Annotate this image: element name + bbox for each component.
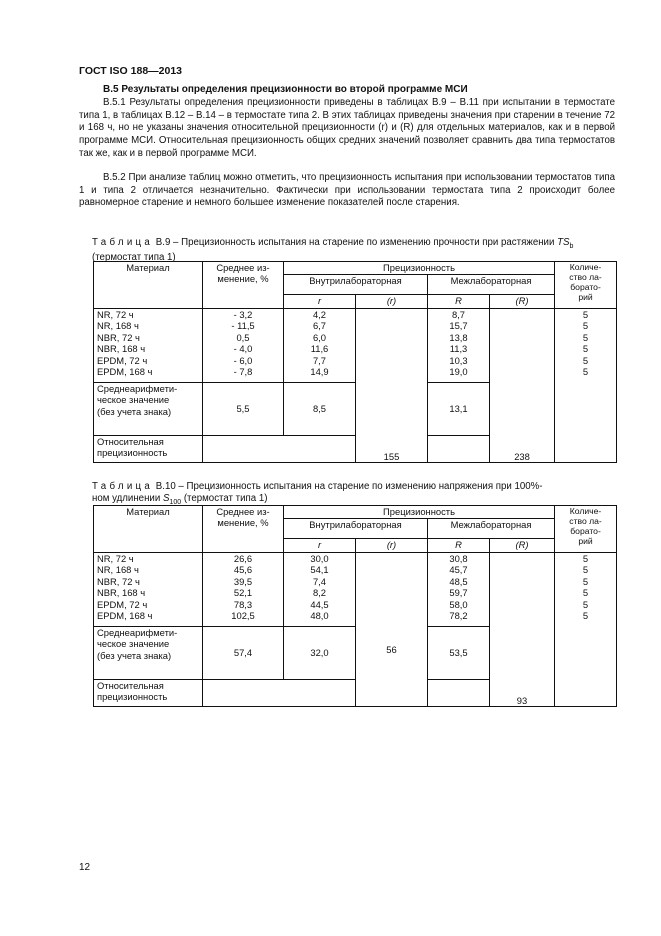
R-column (428, 309, 490, 383)
paragraph-b52 (79, 172, 615, 210)
r-cell: 30,0 (310, 553, 329, 564)
table-word: Таблица (92, 481, 154, 492)
labs-column (555, 309, 617, 463)
labs-cell: 5 (582, 309, 589, 320)
R-cell: 10,3 (449, 354, 468, 366)
relative-empty-cell (203, 436, 356, 463)
relative-R-rel: 238 (490, 436, 555, 463)
header-R-symbol: R (455, 295, 462, 306)
relative-R-rel: 93 (490, 680, 555, 707)
relative-label-line: Относительная (97, 680, 164, 691)
mean-column (203, 309, 284, 383)
mean-cell: - 7,8 (233, 366, 253, 378)
R-cell: 59,7 (449, 587, 468, 599)
average-r: 8,5 (284, 383, 356, 436)
header-R-rel-symbol: (R) (515, 539, 529, 550)
r-cell: 6,7 (312, 320, 327, 332)
table-b10 (93, 505, 617, 707)
r-cell: 54,1 (310, 564, 329, 576)
header-labs-line: рий (578, 536, 593, 546)
labs-cell: 5 (582, 575, 589, 587)
r-cell: 14,9 (310, 366, 329, 378)
r-cell: 44,5 (310, 598, 329, 610)
header-between-lab: Межлабораторная (428, 275, 555, 295)
header-material: Материал (94, 506, 203, 553)
average-label-line: Среднеарифмети- (97, 627, 178, 638)
average-label-line: ческое значение (97, 638, 170, 650)
R-cell: 11,3 (449, 343, 468, 355)
r-column (284, 553, 356, 627)
header-r-symbol: r (317, 295, 322, 306)
mean-cell: 102,5 (231, 610, 255, 622)
table-word: Таблица (92, 237, 154, 248)
average-mean: 5,5 (203, 383, 284, 436)
relative-label-line: прецизионность (97, 447, 168, 459)
material-cell: NBR, 168 ч (97, 343, 146, 355)
r-rel-merged-cell: 56 (356, 553, 428, 707)
average-label-line: (без учета знака) (97, 405, 172, 417)
labs-cell: 5 (582, 610, 589, 622)
R-cell: 45,7 (449, 564, 468, 576)
header-r (284, 539, 356, 553)
material-cell: EPDM, 168 ч (97, 610, 153, 622)
r-rel-empty-cell (356, 309, 428, 436)
header-labs-line: рий (578, 292, 593, 302)
relative-label-line: прецизионность (97, 691, 168, 703)
header-mean-line: Среднее из- (216, 506, 270, 517)
labs-cell: 5 (582, 354, 589, 366)
labs-cell: 5 (582, 366, 589, 378)
header-R (428, 539, 490, 553)
paragraph-b51-text: В.5.1 Результаты определения прецизионности приведены в таблицах В.9 – В.11 при испытании в термостате типа 1, в таблицах В.12 – В.14 – в термостате типа 2. В этих таблицах приведены значения при старении в течение 72 и 168 ч, но не указаны значения относительной прецизионности (r) и (R) для отдельных материалов, как и в первой программе МСИ. Относительная прецизионность общих средних значений позволяет сравнить два типа термостатов так же, как и в первой программе МСИ. (79, 97, 615, 159)
average-label-line: Среднеарифмети- (97, 383, 178, 394)
relative-label-line: Относительная (97, 436, 164, 447)
r-cell: 7,7 (312, 354, 327, 366)
material-cell: EPDM, 168 ч (97, 366, 153, 378)
mean-cell: 39,5 (233, 575, 253, 587)
r-cell: 48,0 (310, 610, 329, 622)
page-number: 12 (79, 862, 91, 873)
R-cell: 48,5 (449, 575, 468, 587)
labs-cell: 5 (582, 598, 589, 610)
header-labs (555, 262, 617, 309)
mean-cell: 52,1 (233, 587, 253, 599)
r-column (284, 309, 356, 383)
header-labs-line: борато- (570, 526, 601, 536)
relative-label (94, 680, 203, 707)
R-cell: 13,8 (449, 331, 468, 343)
material-cell: EPDM, 72 ч (97, 598, 148, 610)
relative-empty-cell (203, 680, 356, 707)
average-label-line: ческое значение (97, 394, 170, 406)
average-label (94, 383, 203, 436)
table-data-block (94, 553, 617, 627)
header-r (284, 295, 356, 309)
caption-subscript: b (569, 242, 574, 250)
header-mean (203, 506, 284, 553)
header-labs-line: ство ла- (569, 272, 602, 282)
header-labs (555, 506, 617, 553)
R-cell: 30,8 (449, 553, 468, 564)
material-column (94, 553, 203, 627)
header-material: Материал (94, 262, 203, 309)
header-r-symbol: r (317, 539, 322, 550)
r-cell: 7,4 (312, 575, 327, 587)
R-rel-empty-cell (490, 553, 555, 680)
mean-cell: - 4,0 (233, 343, 253, 355)
header-r-rel (356, 295, 428, 309)
header-mean (203, 262, 284, 309)
header-R (428, 295, 490, 309)
labs-cell: 5 (582, 331, 589, 343)
R-cell: 19,0 (449, 366, 468, 378)
header-R-rel-symbol: (R) (515, 295, 529, 306)
mean-cell: 78,3 (233, 598, 253, 610)
caption-symbol: TS (557, 237, 570, 248)
caption-symbol: S (162, 492, 170, 504)
R-cell: 8,7 (451, 309, 466, 320)
material-cell: NR, 72 ч (97, 309, 134, 320)
header-mean-line: Среднее из- (216, 262, 270, 273)
caption-tail: (термостат типа 1) (92, 252, 176, 264)
relative-r-rel: 155 (356, 436, 428, 463)
r-cell: 8,2 (312, 587, 327, 599)
mean-cell: 26,6 (233, 553, 253, 564)
material-cell: NR, 168 ч (97, 320, 139, 332)
labs-cell: 5 (582, 343, 589, 355)
mean-cell: - 11,5 (231, 320, 255, 332)
R-column (428, 553, 490, 627)
header-within-lab: Внутрилабораторная (284, 275, 428, 295)
mean-cell: 0,5 (236, 331, 250, 343)
header-r-rel (356, 539, 428, 553)
caption-text: В.10 – Прецизионность испытания на старение по изменению напряжения при 100%- (155, 481, 543, 492)
caption-line2: ном удлинении (92, 492, 161, 504)
labs-cell: 5 (582, 553, 589, 564)
average-label (94, 627, 203, 680)
header-mean-line: менение, % (217, 273, 269, 285)
R-rel-empty-cell (490, 309, 555, 436)
paragraph-b52-text: В.5.2 При анализе таблиц можно отметить, что прецизионность испытания при использовании термостатов типа 1 и типа 2 отличается незначительно. Фактически при использовании термостата типа 2 происходит более равномерное старение и немного большее изменение показателей после старения. (79, 172, 615, 209)
document-header: ГОСТ ISO 188—2013 (79, 65, 183, 77)
table-data-block (94, 309, 617, 383)
caption-subscript: 100 (169, 498, 182, 506)
material-cell: NR, 168 ч (97, 564, 139, 576)
material-column (94, 309, 203, 383)
R-cell: 78,2 (449, 610, 468, 622)
relative-precision-row (94, 436, 617, 463)
header-within-lab: Внутрилабораторная (284, 519, 428, 539)
material-cell: NR, 72 ч (97, 553, 134, 564)
r-cell: 6,0 (312, 331, 327, 343)
material-cell: NBR, 72 ч (97, 331, 140, 343)
header-R-symbol: R (455, 539, 462, 550)
caption-tail: (термостат типа 1) (183, 492, 268, 504)
header-R-rel (490, 539, 555, 553)
mean-column (203, 553, 284, 627)
material-cell: NBR, 72 ч (97, 575, 140, 587)
average-R: 53,5 (428, 627, 490, 680)
labs-cell: 5 (582, 320, 589, 332)
header-between-lab: Межлабораторная (428, 519, 555, 539)
labs-cell: 5 (582, 587, 589, 599)
mean-cell: - 3,2 (233, 309, 253, 320)
header-R-rel (490, 295, 555, 309)
header-labs-line: Количе- (569, 262, 602, 272)
labs-cell: 5 (582, 564, 589, 576)
mean-cell: 45,6 (233, 564, 253, 576)
R-cell: 58,0 (449, 598, 468, 610)
average-R: 13,1 (428, 383, 490, 436)
header-precision: Прецизионность (284, 506, 555, 519)
R-cell: 15,7 (449, 320, 468, 332)
header-labs-line: ство ла- (569, 516, 602, 526)
header-precision: Прецизионность (284, 262, 555, 275)
labs-column (555, 553, 617, 707)
header-mean-line: менение, % (217, 517, 269, 529)
header-labs-line: Количе- (569, 506, 602, 516)
header-r-rel-symbol: (r) (386, 539, 397, 550)
caption-text: В.9 – Прецизионность испытания на старение по изменению прочности при растяжении (155, 237, 555, 248)
table-b9 (93, 261, 617, 463)
average-r: 32,0 (284, 627, 356, 680)
header-r-rel-symbol: (r) (386, 295, 397, 306)
relative-empty-cell (428, 680, 490, 707)
material-cell: NBR, 168 ч (97, 587, 146, 599)
mean-cell: - 6,0 (233, 354, 253, 366)
table-b10-caption (92, 481, 616, 508)
relative-empty-cell (428, 436, 490, 463)
material-cell: EPDM, 72 ч (97, 354, 148, 366)
table-b9-caption (92, 237, 616, 264)
r-cell: 11,6 (310, 343, 329, 355)
paragraph-b51 (79, 97, 615, 161)
section-title: В.5 Результаты определения прецизионности во второй программе МСИ (103, 84, 468, 95)
header-labs-line: борато- (570, 282, 601, 292)
average-mean: 57,4 (203, 627, 284, 680)
relative-precision-row (94, 680, 617, 707)
average-label-line: (без учета знака) (97, 649, 172, 661)
r-cell: 4,2 (312, 309, 327, 320)
relative-label (94, 436, 203, 463)
